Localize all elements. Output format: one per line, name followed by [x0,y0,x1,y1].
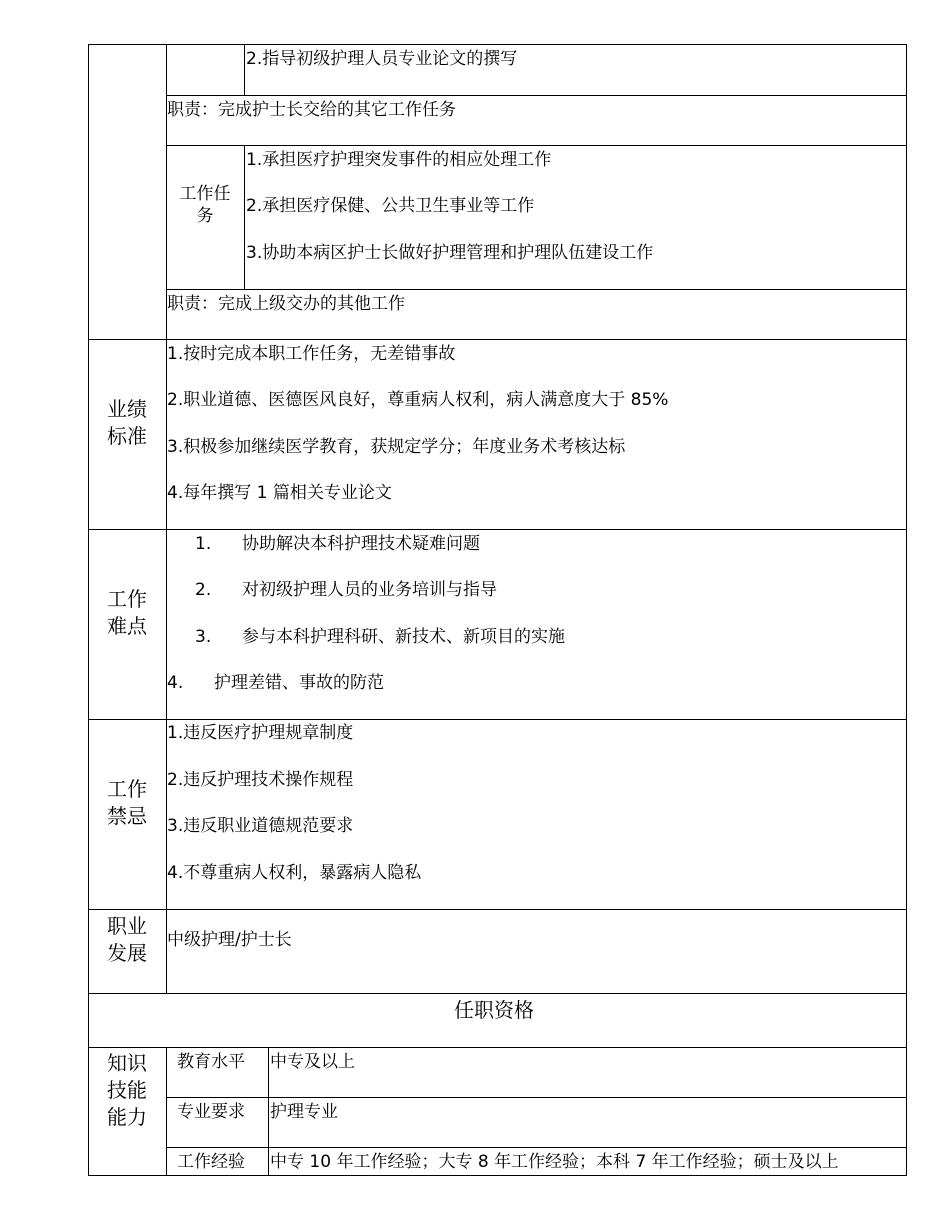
difficulty-number: 1. [195,534,212,554]
task-column-divider-a [244,44,245,95]
performance-item: 3.积极参加继续医学教育，获规定学分；年度业务术考核达标 [167,437,626,457]
task-column-divider-b [244,145,245,290]
performance-item: 2.职业道德、医德医风良好，尊重病人权利，病人满意度大于 85% [167,390,669,410]
major-key: 专业要求 [177,1102,245,1122]
taboo-item: 2.违反护理技术操作规程 [167,770,354,790]
duty-text-2: 职责：完成上级交办的其他工作 [167,294,405,314]
major-value: 护理专业 [270,1102,338,1122]
qualifications-label: 知识 技能 能力 [107,1051,147,1129]
table-border-right [906,44,907,1175]
difficulty-number: 2. [195,580,212,600]
rule-11 [166,1147,907,1148]
rule-2 [166,145,907,146]
rule-4 [88,339,907,340]
experience-key: 工作经验 [177,1152,245,1172]
label-column-divider-lower [166,1047,167,1175]
rule-6 [88,719,907,720]
difficulty-text: 对初级护理人员的业务培训与指导 [242,580,497,600]
rule-3 [166,289,907,290]
rule-1 [166,95,907,96]
difficulty-number: 4. [167,673,184,693]
work-task-item: 2.承担医疗保健、公共卫生事业等工作 [246,196,535,216]
difficulty-number: 3. [195,627,212,647]
qualifications-title: 任职资格 [454,998,534,1022]
rule-top [88,44,907,45]
taboo-item: 1.违反医疗护理规章制度 [167,723,354,743]
performance-item: 1.按时完成本职工作任务，无差错事故 [167,344,456,364]
difficulty-text: 护理差错、事故的防范 [214,673,384,693]
taboo-item: 3.违反职业道德规范要求 [167,816,354,836]
education-key: 教育水平 [177,1052,245,1072]
rule-9 [88,1047,907,1048]
rule-8 [88,993,907,994]
taboos-label: 工作 禁忌 [107,777,147,828]
guidance-task-text: 2.指导初级护理人员专业论文的撰写 [246,49,518,69]
experience-value: 中专 10 年工作经验；大专 8 年工作经验；本科 7 年工作经验；硕士及以上 [270,1152,839,1172]
work-task-item: 1.承担医疗护理突发事件的相应处理工作 [246,150,552,170]
table-border-left [88,44,89,1175]
difficulty-text: 参与本科护理科研、新技术、新项目的实施 [242,627,565,647]
work-tasks-label: 工作任 务 [179,184,231,226]
work-task-item: 3.协助本病区护士长做好护理管理和护理队伍建设工作 [246,243,654,263]
difficulties-label: 工作 难点 [107,587,147,638]
performance-label: 业绩 标准 [107,397,147,448]
difficulty-text: 协助解决本科护理技术疑难问题 [242,534,480,554]
career-label: 职业 发展 [107,914,147,965]
rule-5 [88,529,907,530]
rule-10 [166,1097,907,1098]
education-value: 中专及以上 [270,1052,355,1072]
duty-text-1: 职责：完成护士长交给的其它工作任务 [167,100,456,120]
career-path-text: 中级护理/护士长 [167,930,292,950]
performance-item: 4.每年撰写 1 篇相关专业论文 [167,483,392,503]
rule-7 [88,909,907,910]
qual-key-divider [268,1047,269,1175]
taboo-item: 4.不尊重病人权利，暴露病人隐私 [167,863,422,883]
rule-bottom [88,1175,907,1176]
